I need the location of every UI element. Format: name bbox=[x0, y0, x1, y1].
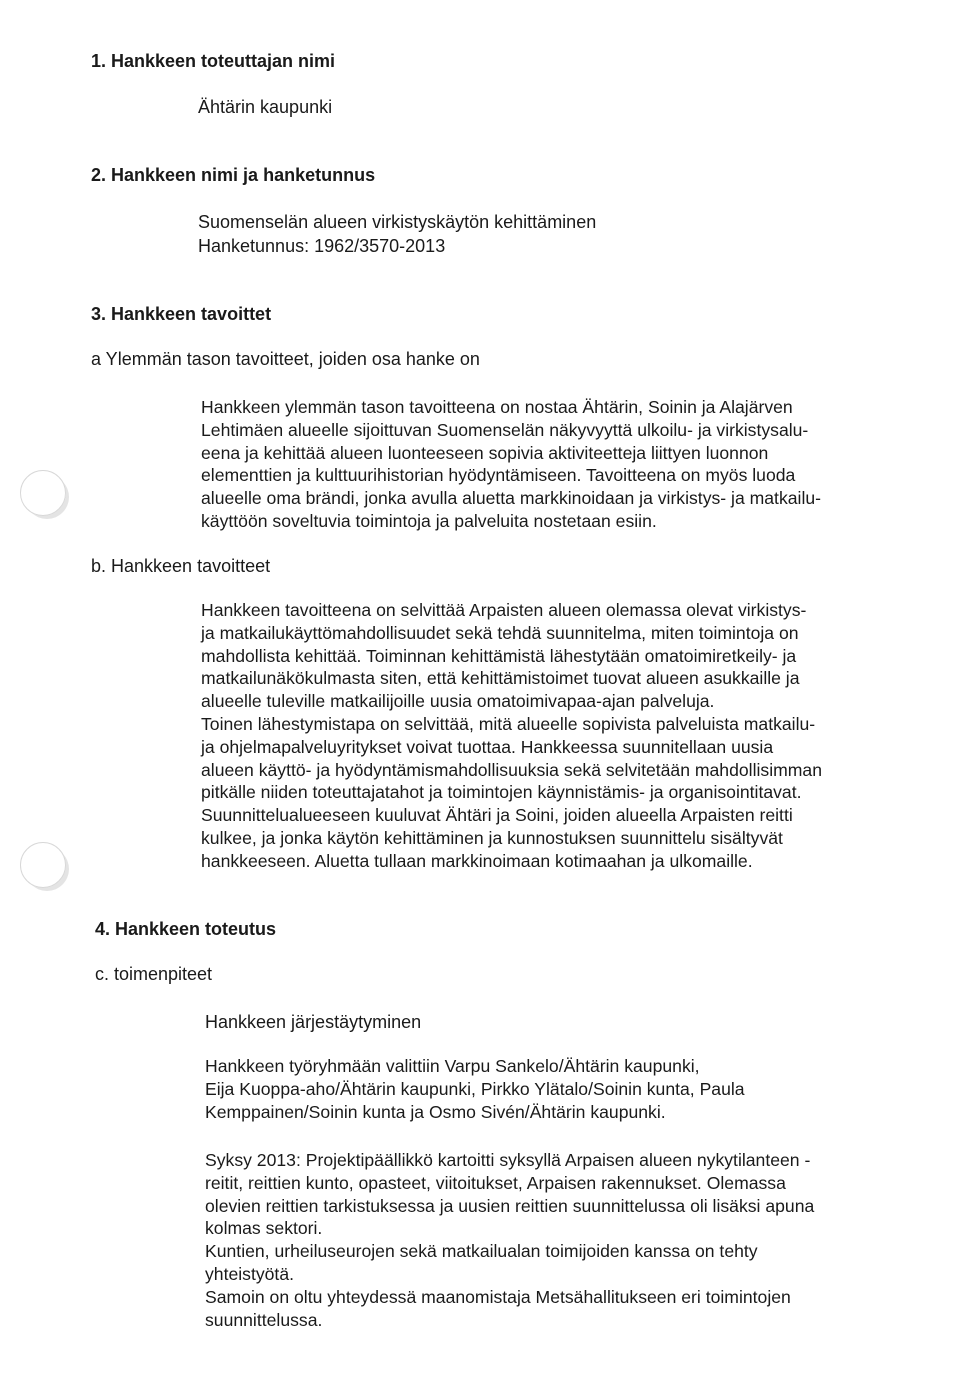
paragraph-line: yhteistyötä. bbox=[205, 1263, 294, 1284]
section-2-heading: 2. Hankkeen nimi ja hanketunnus bbox=[91, 165, 376, 185]
paragraph-line: mahdollista kehittää. Toiminnan kehittämistä lähestytään omatoimiretkeily- ja bbox=[201, 645, 797, 666]
paragraph-line: Kemppainen/Soinin kunta ja Osmo Sivén/Ähtärin kaupunki. bbox=[205, 1101, 666, 1122]
subsection-c-label: c. toimenpiteet bbox=[95, 964, 213, 984]
paragraph-line: ja ohjelmapalveluyritykset voivat tuottaa. Hankkeessa suunnitellaan uusia bbox=[201, 736, 774, 757]
paragraph-line: Samoin on oltu yhteydessä maanomistaja Metsähallitukseen eri toimintojen bbox=[205, 1286, 791, 1307]
paragraph-line: Hankkeen työryhmään valittiin Varpu Sankelo/Ähtärin kaupunki, bbox=[205, 1056, 700, 1076]
subsection-b-paragraph bbox=[201, 599, 822, 873]
paragraph-line: ja matkailukäyttömahdollisuudet sekä tehdä suunnitelma, miten toimintoja on bbox=[201, 622, 799, 643]
paragraph-line: hankkeeseen. Aluetta tullaan markkinoimaan kotimaahan ja ulkomaille. bbox=[201, 850, 753, 871]
subsection-b-label: b. Hankkeen tavoitteet bbox=[91, 556, 271, 576]
paragraph-line: matkailunäkökulmasta siten, että kehittämistoimet tuovat alueen asukkaille ja bbox=[201, 668, 800, 689]
paragraph-line: Hankkeen tavoitteena on selvittää Arpaisten alueen olemassa olevat virkistys- bbox=[201, 600, 807, 620]
section-4-heading: 4. Hankkeen toteutus bbox=[95, 919, 277, 939]
project-code: Hanketunnus: 1962/3570-2013 bbox=[198, 236, 446, 256]
paragraph-line: Hankkeen ylemmän tason tavoitteena on nostaa Ähtärin, Soinin ja Alajärven bbox=[201, 397, 793, 417]
paragraph-line: kulkee, ja jonka käytön kehittäminen ja kunnostuksen suunnittelu sisältyvät bbox=[201, 827, 783, 848]
project-name: Suomenselän alueen virkistyskäytön kehittäminen bbox=[198, 212, 597, 232]
paragraph-line: Lehtimäen alueelle sijoittuvan Suomenselän näkyvyyttä ulkoilu- ja virkistysalu- bbox=[201, 419, 809, 440]
organizer-name: Ähtärin kaupunki bbox=[198, 97, 333, 117]
paragraph-line: alueen käyttö- ja hyödyntämismahdollisuuksia sekä selvitetään mahdollisimman bbox=[201, 759, 822, 780]
team-paragraph bbox=[205, 1055, 745, 1123]
autumn-2013-paragraph bbox=[205, 1149, 814, 1331]
paragraph-line: Eija Kuoppa-aho/Ähtärin kaupunki, Pirkko Ylätalo/Soinin kunta, Paula bbox=[205, 1078, 745, 1099]
punch-hole-icon bbox=[20, 842, 66, 888]
punch-hole-icon bbox=[20, 470, 66, 516]
section-3-heading: 3. Hankkeen tavoittet bbox=[91, 304, 272, 324]
paragraph-line: eena ja kehittää alueen luonteeseen sopivia aktiviteetteja liittyen luonnon bbox=[201, 442, 769, 463]
paragraph-line: olevien reittien tarkistuksessa ja uusien reittien suunnittelussa oli lisäksi apuna bbox=[205, 1195, 815, 1216]
paragraph-line: pitkälle niiden toteuttajatahot ja toimintojen käynnistämis- ja organisointitavat. bbox=[201, 782, 802, 803]
paragraph-line: suunnittelussa. bbox=[205, 1309, 323, 1330]
paragraph-line: Suunnittelualueeseen kuuluvat Ähtäri ja Soini, joiden alueella Arpaisten reitti bbox=[201, 805, 793, 826]
section-1-heading: 1. Hankkeen toteuttajan nimi bbox=[91, 51, 336, 71]
subsection-a-label: a Ylemmän tason tavoitteet, joiden osa hanke on bbox=[91, 349, 480, 369]
paragraph-line: kolmas sektori. bbox=[205, 1218, 323, 1239]
paragraph-line: käyttöön soveltuvia toimintoja ja palveluita nostetaan esiin. bbox=[201, 510, 657, 531]
paragraph-line: alueelle tuleville matkailijoille uusia omatoimivapaa-ajan palveluja. bbox=[201, 691, 715, 712]
paragraph-line: Kuntien, urheiluseurojen sekä matkailualan toimijoiden kanssa on tehty bbox=[205, 1241, 758, 1262]
organization-title: Hankkeen järjestäytyminen bbox=[205, 1012, 422, 1032]
paragraph-line: alueelle oma brändi, jonka avulla aluetta markkinoidaan ja virkistys- ja matkailu- bbox=[201, 488, 821, 509]
subsection-a-paragraph bbox=[201, 396, 821, 533]
paragraph-line: elementtien ja kulttuurihistorian hyödyntämiseen. Tavoitteena on myös luoda bbox=[201, 465, 796, 486]
paragraph-line: reitit, reittien kunto, opasteet, viitoitukset, Arpaisen rakennukset. Olemassa bbox=[205, 1172, 786, 1193]
project-name-block bbox=[198, 210, 596, 258]
paragraph-line: Syksy 2013: Projektipäällikkö kartoitti syksyllä Arpaisen alueen nykytilanteen - bbox=[205, 1150, 811, 1170]
paragraph-line: Toinen lähestymistapa on selvittää, mitä alueelle sopivista palveluista matkailu- bbox=[201, 713, 816, 734]
